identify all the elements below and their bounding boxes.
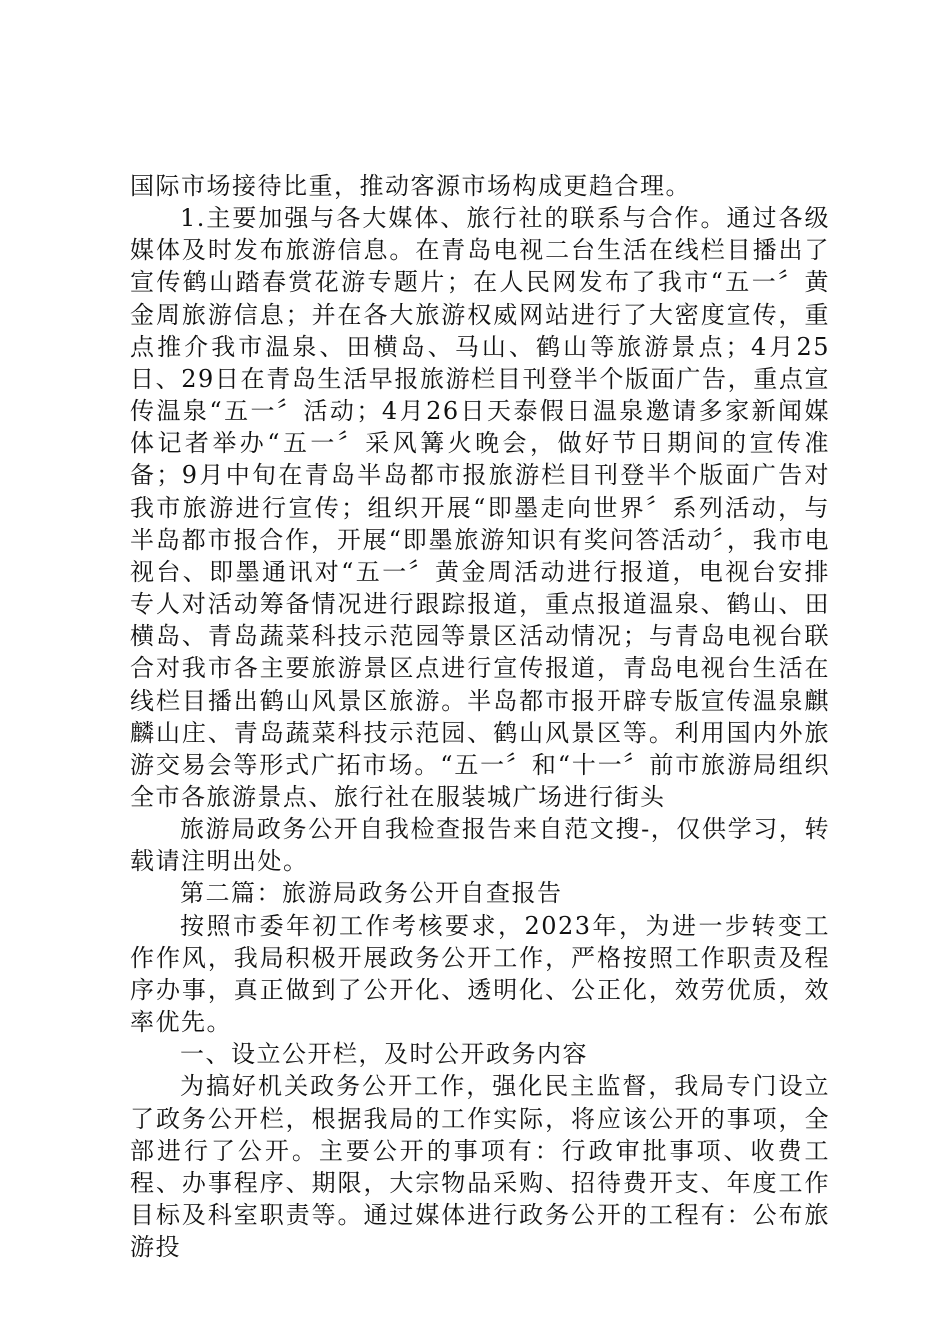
paragraph-work-requirements: 按照市委年初工作考核要求，2023年，为进一步转变工作作风，我局积极开展政务公开工作，严格按照工作职责及程序办事，真正做到了公开化、透明化、公正化，效劳优质，效率优先。 xyxy=(130,911,830,1037)
subheading-public-board: 一、设立公开栏，及时公开政务内容 xyxy=(180,1040,588,1069)
paragraph-public-items: 为搞好机关政务公开工作，强化民主监督，我局专门设立了政务公开栏，根据我局的工作实际，将应该公开的事项，全部进行了公开。主要公开的事项有：行政审批事项、收费工程、办事程序、期限，大宗物品采购、招待费开支、年度工作目标及科室职责等。通过媒体进行政务公开的工程有：公布旅游投 xyxy=(130,1072,830,1262)
paragraph-media-cooperation: 1.主要加强与各大媒体、旅行社的联系与合作。通过各级媒体及时发布旅游信息。在青岛电视二台生活在线栏目播出了宣传鹤山踏春赏花游专题片；在人民网发布了我市“五一〞黄金周旅游信息；并在各大旅游权威网站进行了大密度宣传，重点推介我市温泉、田横岛、马山、鹤山等旅游景点；4月25日、29日在青岛生活早报旅游栏目刊登半个版面广告，重点宣传温泉“五一〞活动；4月26日天泰假日温泉邀请多家新闻媒体记者举办“五一〞采风篝火晚会，做好节日期间的宣传准备；9月中旬在青岛半岛都市报旅游栏目刊登半个版面广告对我市旅游进行宣传；组织开展“即墨走向世界〞系列活动，与半岛都市报合作，开展“即墨旅游知识有奖问答活动〞，我市电视台、即墨通讯对“五一〞黄金周活动进行报道，电视台安排专人对活动筹备情况进行跟踪报道，重点报道温泉、鹤山、田横岛、青岛蔬菜科技示范园等景区活动情况；与青岛电视台联合对我市各主要旅游景区点进行宣传报道，青岛电视台生活在线栏目播出鹤山风景区旅游。半岛都市报开辟专版宣传温泉麒麟山庄、青岛蔬菜科技示范园、鹤山风景区等。利用国内外旅游交易会等形式广拓市场。“五一〞和“十一〞前市旅游局组织全市各旅游景点、旅行社在服装城广场进行街头 xyxy=(130,204,830,811)
paragraph-source-note: 旅游局政务公开自我检查报告来自范文搜-，仅供学习，转载请注明出处。 xyxy=(130,815,830,876)
section-heading-part-two: 第二篇：旅游局政务公开自查报告 xyxy=(180,879,563,908)
paragraph-intro-continuation: 国际市场接待比重，推动客源市场构成更趋合理。 xyxy=(130,172,691,200)
document-body xyxy=(130,170,830,1263)
